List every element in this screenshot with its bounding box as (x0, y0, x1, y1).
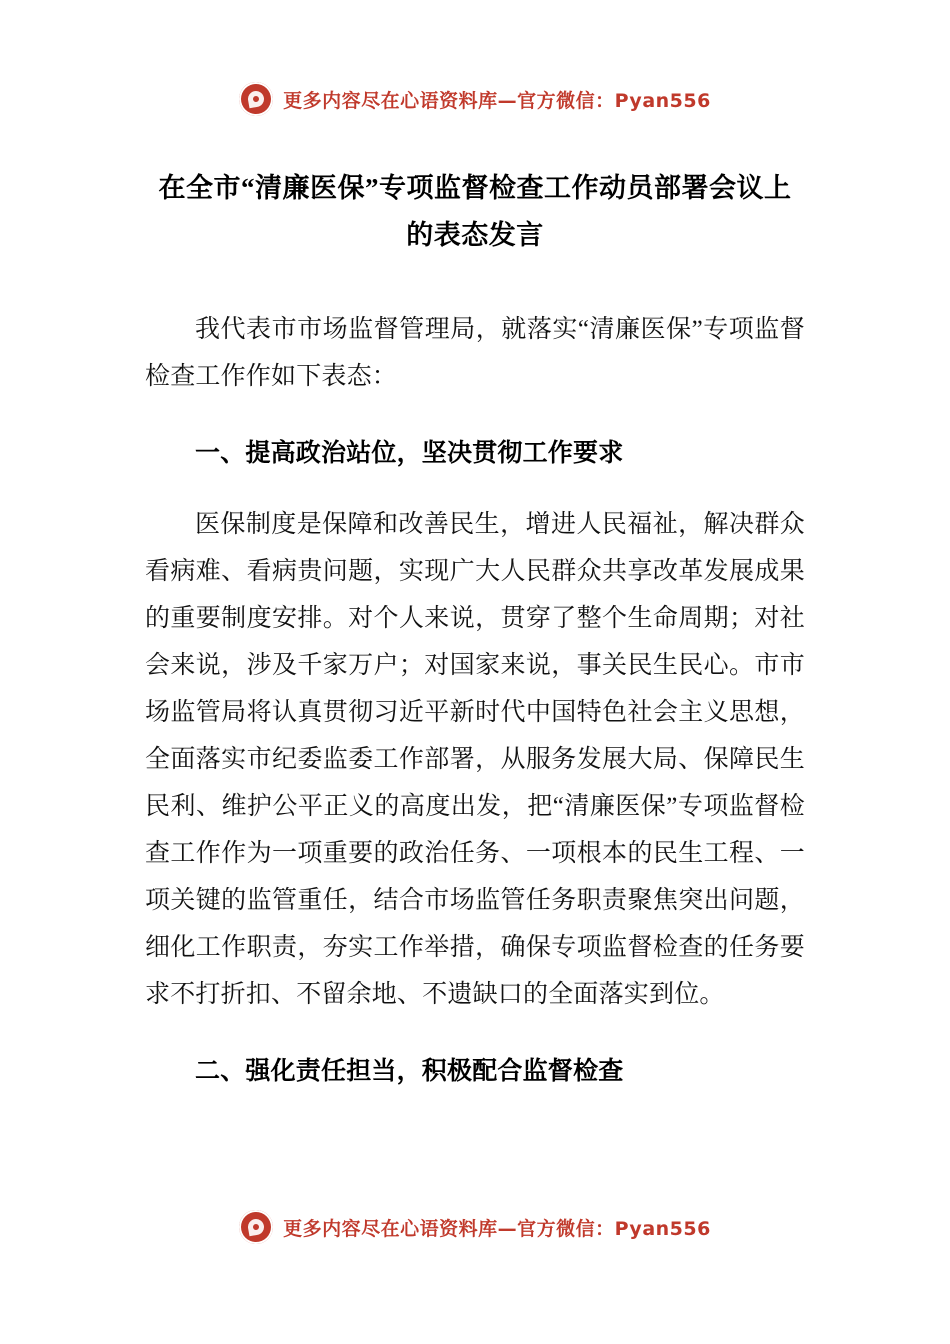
section-heading-one: 一、提高政治站位，坚决贯彻工作要求 (195, 439, 624, 467)
paragraph-section-one-body: 医保制度是保障和改善民生，增进人民福祉，解决群众看病难、看病贵问题，实现广大人民群众共享改革发展成果的重要制度安排。对个人来说，贯穿了整个生命周期；对社会来说，涉及千家万户；对国家来说，事关民生民心。市市场监管局将认真贯彻习近平新时代中国特色社会主义思想，全面落实市纪委监委工作部署，从服务发展大局、保障民生民利、维护公平正义的高度出发，把“清廉医保”专项监督检查工作作为一项重要的政治任务、一项根本的民生工程、一项关键的监管重任，结合市场监管任务职责聚焦突出问题，细化工作职责，夯实工作举措，确保专项监督检查的任务要求不打折扣、不留余地、不遗缺口的全面落实到位。 (145, 510, 805, 1008)
paragraph-intro: 我代表市市场监督管理局，就落实“清廉医保”专项监督检查工作作如下表态： (145, 315, 805, 390)
document-title: 在全市“清廉医保”专项监督检查工作动员部署会议上的表态发言 (158, 173, 792, 251)
spacer (145, 1018, 805, 1048)
spacer (145, 260, 805, 284)
section-heading-two: 二、强化责任担当，积极配合监督检查 (195, 1057, 624, 1085)
watermark-banner-text: 更多内容尽在心语资料库—官方微信：Pyan556 (283, 1217, 711, 1240)
water-drop-seal-icon (239, 82, 273, 116)
watermark-banner-top (0, 82, 950, 116)
water-drop-seal-icon (239, 1210, 273, 1244)
watermark-banner-bottom (0, 1210, 950, 1244)
watermark-banner-text: 更多内容尽在心语资料库—官方微信：Pyan556 (283, 89, 711, 112)
spacer (145, 400, 805, 430)
spacer (145, 477, 805, 501)
